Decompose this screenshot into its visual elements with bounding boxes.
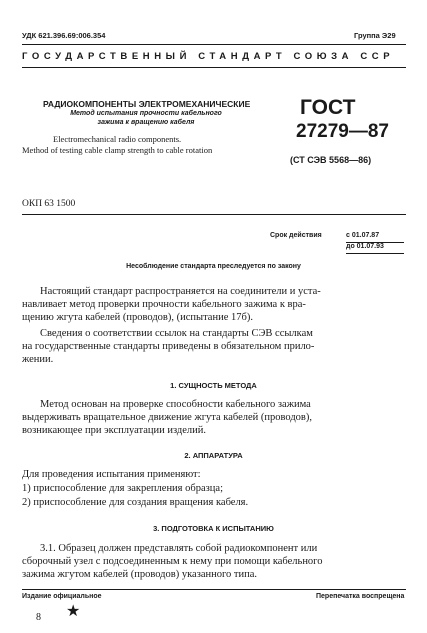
udk-code: УДК 621.396.69:006.354 (22, 31, 106, 40)
group-code: Группа Э29 (354, 31, 396, 40)
section-heading: 1. СУЩНОСТЬ МЕТОДА (170, 381, 257, 390)
section-line: зажима жгутом кабелей (проводов) указанного типа. (22, 569, 258, 580)
title-block-rule (22, 214, 406, 215)
banner-rule (22, 67, 406, 68)
validity-from: с 01.07.87 (346, 232, 380, 239)
state-standard-banner: ГОСУДАРСТВЕННЫЙ СТАНДАРТ СОЮЗА ССР (22, 51, 395, 62)
document-title-en-1: Electromechanical radio components. (53, 134, 182, 144)
intro-line: Настоящий стандарт распространяется на соединители и уста- (40, 286, 321, 297)
document-subtitle-ru-2: зажима к вращению кабеля (97, 119, 195, 126)
document-subtitle-ru-1: Метод испытания прочности кабельного (70, 110, 222, 117)
section-line: возникающее при эксплуатации изделий. (22, 425, 207, 436)
star-icon: ★ (66, 603, 81, 620)
document-title-en-2: Method of testing cable clamp strength to cable rotation (22, 145, 213, 155)
intro-line: на государственные стандарты приведены в обязательном прило- (22, 341, 315, 352)
intro-line: щению жгута кабелей (проводов), (испытание 17б). (22, 312, 253, 323)
section-line: выдерживать вращательное движение жгута кабелей (проводов), (22, 412, 313, 423)
okp-code: ОКП 63 1500 (22, 199, 76, 209)
section-line: Метод основан на проверке способности кабельного зажима (40, 399, 311, 410)
gost-number: 27279—87 (296, 121, 389, 142)
validity-label: Срок действия (270, 232, 322, 239)
section-line: сборочный узел с подсоединенным к нему при помощи кабельного (22, 556, 323, 567)
section-line: Для проведения испытания применяют: (22, 469, 201, 480)
st-sev-reference: (СТ СЭВ 5568—86) (290, 155, 372, 165)
document-title-ru: РАДИОКОМПОНЕНТЫ ЭЛЕКТРОМЕХАНИЧЕСКИЕ (43, 99, 251, 109)
gost-label: ГОСТ (300, 96, 356, 119)
section-heading: 2. АППАРАТУРА (184, 451, 243, 460)
section-line: 3.1. Образец должен представлять собой радиокомпонент или (40, 543, 318, 554)
edition-label: Издание официальное (22, 593, 102, 600)
intro-line: Сведения о соответствии ссылок на стандарты СЭВ ссылкам (40, 328, 313, 339)
intro-line: жении. (22, 354, 54, 365)
section-heading: 3. ПОДГОТОВКА К ИСПЫТАНИЮ (153, 524, 274, 533)
validity-underline-2 (346, 253, 404, 254)
page-number: 8 (36, 612, 41, 623)
top-rule (22, 44, 406, 45)
reprint-notice: Перепечатка воспрещена (316, 593, 405, 600)
section-line: 1) приспособление для закрепления образца; (22, 483, 223, 494)
intro-line: навливает метод проверки прочности кабельного зажима к вра- (22, 299, 306, 310)
legal-notice: Несоблюдение стандарта преследуется по закону (126, 263, 301, 270)
footer-rule (22, 589, 406, 590)
validity-to: до 01.07.93 (346, 243, 384, 250)
section-line: 2) приспособление для создания вращения кабеля. (22, 497, 249, 508)
